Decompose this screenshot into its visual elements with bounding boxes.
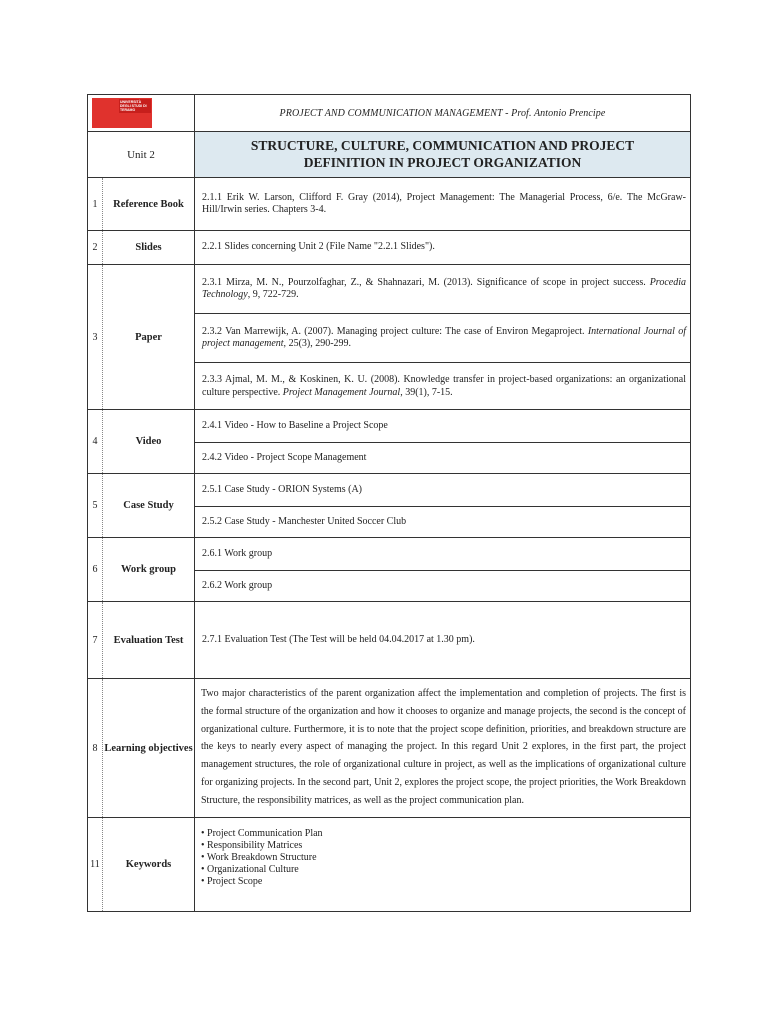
row-slides xyxy=(88,230,690,264)
row-paper xyxy=(88,264,690,409)
paper-journal: Procedia Technology xyxy=(202,276,686,300)
row-label: Slides xyxy=(102,231,194,264)
row-number: 7 xyxy=(92,634,98,646)
course-title: PROJECT AND COMMUNICATION MANAGEMENT - Prof. Antonio Prencipe xyxy=(194,95,690,131)
row-number: 8 xyxy=(92,742,98,754)
row-keywords xyxy=(88,817,690,911)
keyword-item: • Organizational Culture xyxy=(201,864,684,876)
row-label: Evaluation Test xyxy=(102,602,194,678)
row-content xyxy=(194,410,690,473)
keywords-list xyxy=(195,818,690,898)
row-label: Keywords xyxy=(102,818,194,911)
work-group-item: 2.6.1 Work group xyxy=(202,547,273,559)
row-content xyxy=(194,602,690,678)
row-work-group xyxy=(88,537,690,601)
row-label: Work group xyxy=(102,538,194,601)
keyword-item: • Project Scope xyxy=(201,876,684,888)
learning-objectives-text: Two major characteristics of the parent organization affect the implementation and completion of projects. The first is the formal structure of the organization and how it chooses to organize and manage projects, the second is the concept of organizational culture. Furthermore, it is to note that the project scope definition, priorities, and breakdown structure are the keys to nearly every aspect of managing the project. In this regard Unit 2 explores, in the first part, the project management structures, the role of organizational culture in project, as well as the implications of organizational culture for organizing projects. In the second part, Unit 2, explores the project scope, the project priorities, the Work Breakdown Structure, the responsibility matrices, as well as the project communication plan. xyxy=(201,688,686,806)
row-content xyxy=(194,538,690,601)
unit-label: Unit 2 xyxy=(127,148,155,161)
logo-cell xyxy=(88,95,194,131)
paper-item xyxy=(195,362,690,410)
paper-text: 2.3.3 Ajmal, M. M., & Koskinen, K. U. (2008). Knowledge transfer in project-based organizations: an organizational culture perspective. xyxy=(202,374,686,398)
row-number: 1 xyxy=(92,198,98,210)
row-case-study xyxy=(88,473,690,537)
paper-item xyxy=(195,265,690,313)
keyword-item: • Responsibility Matrices xyxy=(201,840,684,852)
paper-tail: , 9, 722-729. xyxy=(247,289,299,300)
row-number: 5 xyxy=(92,500,98,511)
row-content xyxy=(194,265,690,409)
row-label: Paper xyxy=(102,265,194,409)
paper-tail: , 39(1), 7-15. xyxy=(400,386,453,398)
keyword-item: • Project Communication Plan xyxy=(201,828,684,840)
video-item: 2.4.2 Video - Project Scope Management xyxy=(195,442,690,474)
paper-text: 2.3.2 Van Marrewijk, A. (2007). Managing project culture: The case of Environ Megaproject. xyxy=(202,325,588,337)
row-learning-objectives xyxy=(88,678,690,817)
row-reference-book xyxy=(88,177,690,230)
row-label: Reference Book xyxy=(102,178,194,230)
unit-title: STRUCTURE, CULTURE, COMMUNICATION AND PROJECT DEFINITION IN PROJECT ORGANIZATION xyxy=(194,132,690,177)
row-number: 2 xyxy=(92,242,98,253)
video-item: 2.4.1 Video - How to Baseline a Project Scope xyxy=(202,419,388,431)
unit-row xyxy=(88,131,690,177)
logo-text: UNIVERSITÀ DEGLI STUDI DI TERAMO xyxy=(120,100,147,113)
paper-text: 2.3.1 Mirza, M. N., Pourzolfaghar, Z., & Shahnazari, M. (2013). Significance of scope in project success. xyxy=(202,276,650,288)
slides-text: 2.2.1 Slides concerning Unit 2 (File Name "2.2.1 Slides"). xyxy=(202,241,435,253)
case-study-item: 2.5.2 Case Study - Manchester United Soccer Club xyxy=(195,506,690,538)
row-label: Learning objectives xyxy=(102,679,194,817)
university-logo xyxy=(92,98,152,128)
paper-journal: International Journal of project management, xyxy=(202,325,686,349)
row-evaluation-test xyxy=(88,601,690,678)
case-study-item: 2.5.1 Case Study - ORION Systems (A) xyxy=(202,483,362,495)
row-number: 4 xyxy=(92,436,98,447)
row-content xyxy=(194,818,690,911)
reference-text: 2.1.1 Erik W. Larson, Clifford F. Gray (2014), Project Management: The Managerial Process, 6/e. The McGraw-Hill/Irwin series. Chapters 3-4. xyxy=(202,191,686,215)
paper-item xyxy=(195,313,690,362)
paper-journal: Project Management Journal xyxy=(282,386,401,398)
keyword-item: • Work Breakdown Structure xyxy=(201,852,684,864)
row-video xyxy=(88,409,690,473)
row-content xyxy=(194,178,690,230)
row-number: 11 xyxy=(90,859,100,870)
row-content xyxy=(194,474,690,537)
paper-tail: 25(3), 290-299. xyxy=(286,338,352,349)
row-content xyxy=(194,679,690,817)
evaluation-text: 2.7.1 Evaluation Test (The Test will be held 04.04.2017 at 1.30 pm). xyxy=(202,633,475,645)
syllabus-table xyxy=(87,94,691,912)
row-label: Video xyxy=(102,410,194,473)
row-number: 3 xyxy=(92,331,98,343)
row-content xyxy=(194,231,690,264)
header-row xyxy=(88,95,690,131)
work-group-item: 2.6.2 Work group xyxy=(195,570,690,602)
row-number: 6 xyxy=(92,564,98,575)
row-label: Case Study xyxy=(102,474,194,537)
